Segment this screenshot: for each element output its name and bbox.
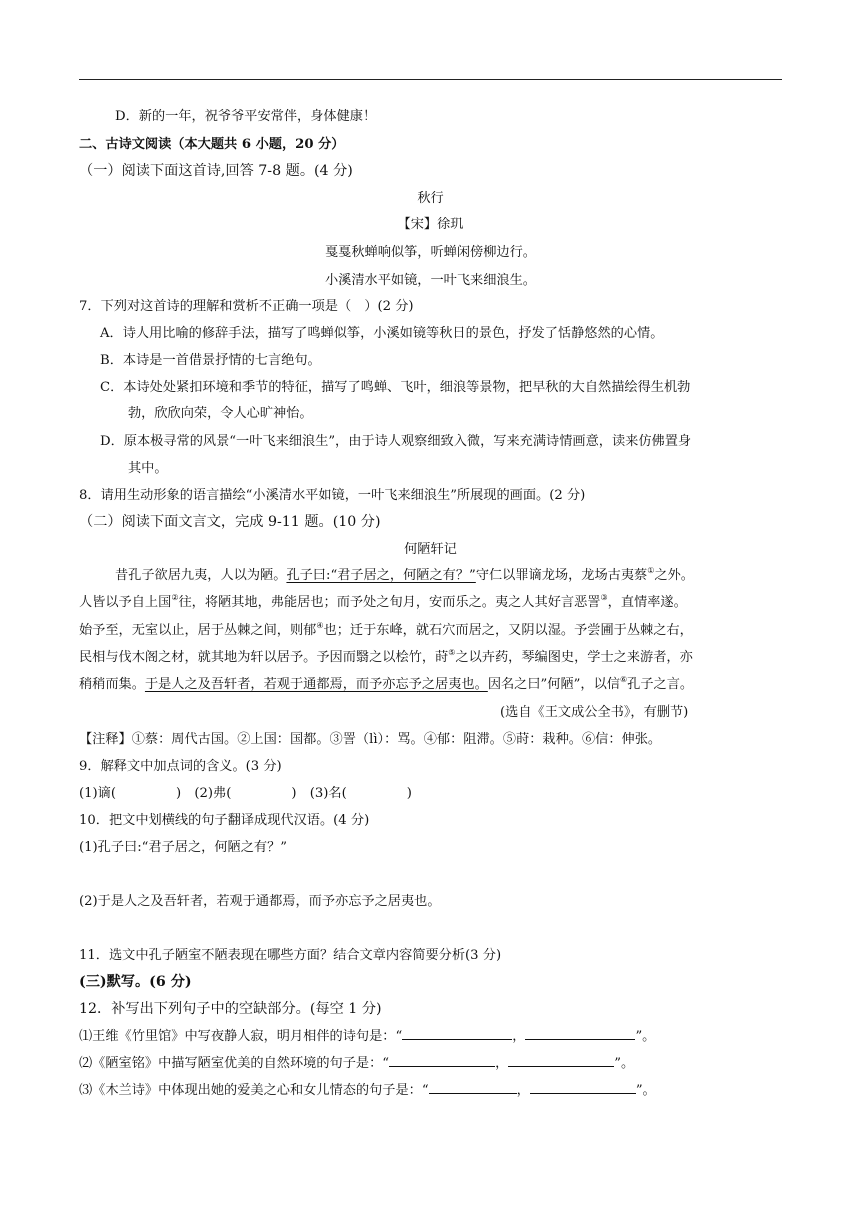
fill-line-3: ⑶《木兰诗》中体现出她的爱美之心和女儿情态的句子是：“ ， ”。: [79, 1083, 656, 1098]
poem-line-1: 戛戛秋蝉响似筝，听蝉闲傍柳边行。: [325, 245, 536, 260]
fill-line-1: ⑴王维《竹里馆》中写夜静人寂，明月相伴的诗句是：“ ， ”。: [79, 1029, 656, 1044]
part1-heading: （一）阅读下面这首诗,回答 7-8 题。(4 分): [79, 163, 353, 179]
q11-stem: 11．选文中孔子陋室不陋表现在哪些方面？结合文章内容简要分析(3 分): [79, 948, 502, 963]
section2-heading: 二、古诗文阅读（本大题共 6 小题，20 分）: [79, 137, 345, 152]
underlined-sentence-1: 孔子曰:“君子居之，何陋之有？”: [286, 568, 476, 583]
part2-heading: （二）阅读下面文言文，完成 9-11 题。(10 分): [79, 514, 381, 530]
underlined-sentence-2: 于是人之及吾轩者，若观于通都焉，而予亦忘予之居夷也。: [144, 677, 488, 692]
option-d-top: D．新的一年，祝爷爷平安常伴，身体健康！: [115, 109, 377, 124]
fill-blank-2a[interactable]: [389, 1054, 495, 1067]
q7-stem: 7．下列对这首诗的理解和赏析不正确一项是（ ）(2 分): [79, 299, 414, 314]
fill-line-2: ⑵《陋室铭》中描写陋室优美的自然环境的句子是：“ ， ”。: [79, 1056, 635, 1071]
prose-notes: 【注释】①蔡：周代古国。②上国：国都。③詈（lì）：骂。④郁：阻滞。⑤莳：栽种。⑥信：伸张。: [79, 732, 662, 747]
prose-line-3: 始予至，无室以止，居于丛棘之间，则郁④也；迁于东峰，就石穴而居之，又阴以湿。予尝圃于丛棘之右，: [79, 621, 693, 638]
prose-line-2: 人皆以予自上国②往，将陋其地，弗能居也；而予处之旬月，安而乐之。夷之人其好言恶詈③，直情率遂。: [79, 593, 687, 610]
q9-stem: 9．解释文中加点词的含义。(3 分): [79, 759, 282, 774]
q9-items: (1)谪( ) (2)弗( ) (3)名( ): [79, 786, 412, 801]
q10-stem: 10．把文中划横线的句子翻译成现代汉语。(4 分): [79, 813, 370, 828]
q7-option-b: B．本诗是一首借景抒情的七言绝句。: [100, 353, 321, 368]
poem-line-2: 小溪清水平如镜，一叶飞来细浪生。: [325, 273, 536, 288]
fill-blank-3a[interactable]: [429, 1081, 517, 1094]
poem-author: 【宋】徐玑: [397, 217, 464, 232]
q12-stem: 12．补写出下列句子中的空缺部分。(每空 1 分): [79, 1001, 382, 1017]
q8-stem: 8．请用生动形象的语言描绘“小溪清水平如镜，一叶飞来细浪生”所展现的画面。(2 分): [79, 488, 586, 503]
prose-line-1: 昔孔子欲居九夷，人以为陋。孔子曰:“君子居之，何陋之有？”守仁以罪谪龙场，龙场古夷蔡①之外。: [115, 566, 694, 583]
prose-line-4: 民相与伐木阁之材，就其地为轩以居予。予因而翳之以桧竹，莳⑤之以卉药，琴编图史，学士之来游者，亦: [79, 648, 693, 665]
header-rule: [79, 79, 782, 80]
q10-sentence-1: (1)孔子曰:“君子居之，何陋之有？”: [79, 840, 288, 855]
prose-line-5: 稍稍而集。于是人之及吾轩者，若观于通都焉，而予亦忘予之居夷也。因名之曰”何陋”，以信⑥孔子之言。: [79, 675, 694, 692]
q7-option-c-line2: 勃，欣欣向荣，令人心旷神怡。: [128, 406, 313, 421]
q10-sentence-2: (2)于是人之及吾轩者，若观于通都焉，而予亦忘予之居夷也。: [79, 894, 441, 909]
fill-blank-2b[interactable]: [508, 1054, 614, 1067]
q7-option-a: A．诗人用比喻的修辞手法，描写了鸣蝉似筝，小溪如镜等秋日的景色，抒发了恬静悠然的心情。: [100, 326, 664, 341]
fill-blank-1a[interactable]: [402, 1027, 512, 1040]
fill-blank-3b[interactable]: [530, 1081, 636, 1094]
part3-heading: (三)默写。(6 分): [79, 974, 192, 990]
poem-title: 秋行: [417, 191, 444, 206]
q7-option-c-line1: C．本诗处处紧扣环境和季节的特征，描写了鸣蝉、飞叶，细浪等景物，把早秋的大自然描绘得生机勃: [100, 380, 691, 395]
q7-option-d-line2: 其中。: [128, 461, 168, 476]
q7-option-d-line1: D．原本极寻常的风景“一叶飞来细浪生”，由于诗人观察细致入微，写来充满诗情画意，读来仿佛置身: [100, 434, 692, 449]
prose-source: (选自《王文成公全书》，有删节): [500, 705, 689, 720]
prose-title: 何陋轩记: [404, 542, 457, 557]
fill-blank-1b[interactable]: [525, 1027, 635, 1040]
